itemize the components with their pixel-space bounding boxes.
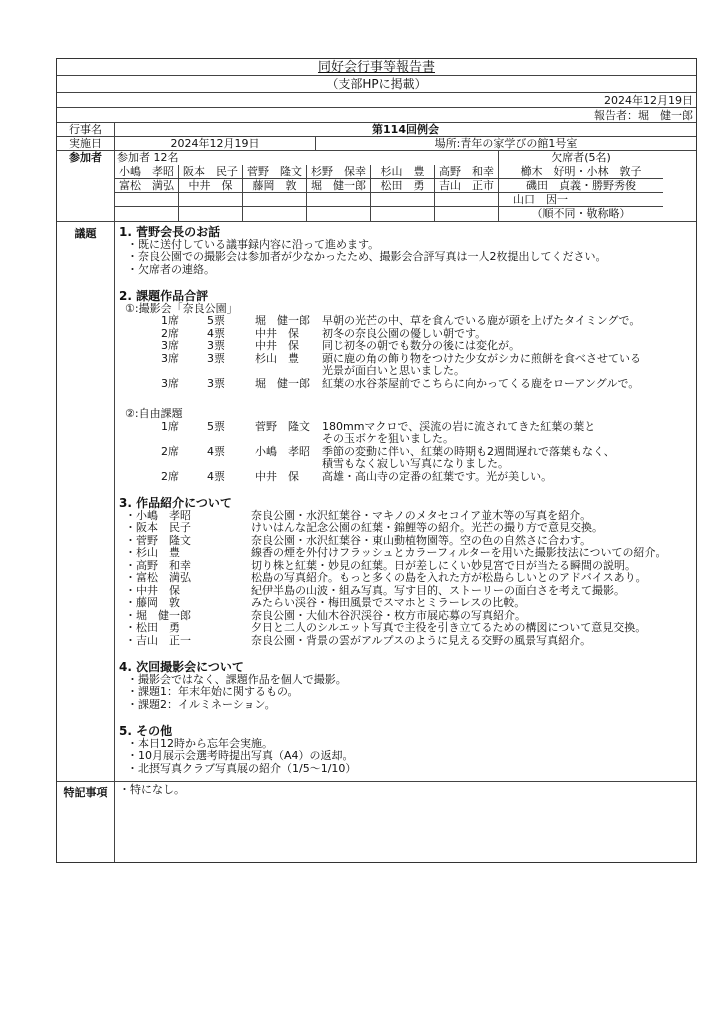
participant-name: 松田 勇: [371, 179, 435, 193]
member-name: ・杉山 豊: [125, 546, 180, 559]
intro-entry: [119, 547, 692, 560]
agenda-bullet: ・10月展示会選考時提出写真（A4）の返却。: [127, 749, 354, 762]
comment-line: 光景が面白いと思いました。: [322, 364, 465, 377]
doc-subtitle: （支部HPに掲載）: [326, 77, 427, 91]
absent-header: 欠席者(5名): [551, 151, 611, 164]
agenda-section-heading: 5. その他: [119, 724, 173, 738]
empty-cell: [243, 193, 307, 207]
member-name: ・高野 和幸: [125, 558, 191, 572]
participants-label: 参加者: [57, 151, 115, 221]
comment-line: 頭に鹿の角の飾り物をつけた少女がシカに煎餅を食べさせている: [322, 351, 641, 365]
empty-cell: [435, 193, 499, 207]
agenda-section-heading: 4. 次回撮影会について: [119, 660, 244, 674]
intro-comment: 夕日と二人のシルエット写真で主役を引き立てるための構図について意見交換。: [251, 621, 647, 634]
agenda-bullet: ・撮影会ではなく、課題作品を個人で撮影。: [127, 672, 347, 686]
comment-line: 180mmマクロで、渓流の岩に流されてきた紅葉の葉と: [322, 419, 596, 433]
comment-line: 季節の変動に伴い、紅葉の時期も2週間遅れで落葉もなく、: [322, 444, 615, 458]
event-name-label: 行事名: [57, 123, 115, 136]
comment: 紅葉の水谷茶屋前でこちらに向かってくる鹿をローアングルで。: [322, 376, 640, 390]
event-date: 2024年12月19日: [115, 137, 316, 150]
member-name: ・小嶋 孝昭: [125, 508, 191, 522]
member-name: ・堀 健一郎: [125, 608, 191, 622]
participant-name: 阪本 民子: [179, 165, 243, 179]
participant-name: 富松 満弘: [115, 179, 179, 193]
intro-comment: 奈良公園・背景の雲がアルプスのように見える交野の風景写真紹介。: [251, 633, 592, 647]
agenda-bullet: ・課題1：年末年始に関するもの。: [127, 685, 299, 698]
votes: 4票: [207, 469, 225, 483]
member-name: ・菅野 隆文: [125, 533, 191, 547]
critique-entry: [119, 378, 692, 391]
agenda-body: [115, 222, 696, 781]
seat: 2席: [161, 444, 179, 458]
agenda-row: [57, 222, 696, 782]
event-name: 第114回例会: [372, 123, 439, 136]
agenda-bullet: ・欠席者の連絡。: [127, 262, 215, 276]
empty-cell: [307, 193, 371, 207]
empty-cell: [179, 193, 243, 207]
participant-name: 杉野 保幸: [307, 165, 371, 179]
event-date-row: [57, 137, 696, 151]
critique-group-title: ①:撮影会「奈良公園」: [125, 301, 238, 315]
report-date: 2024年12月19日: [604, 94, 693, 107]
remarks-label: 特記事項: [57, 782, 115, 862]
votes: 3票: [207, 339, 225, 352]
empty-cell: [371, 207, 435, 221]
comment-line: その玉ボケを狙いました。: [322, 432, 454, 445]
comment: 高雄・高山寺の定番の紅葉です。光が美しい。: [322, 469, 553, 483]
intro-entry: [119, 572, 692, 585]
photographer: 中井 保: [255, 469, 299, 483]
intro-comment: 奈良公園・水沢紅葉谷・マキノのメタセコイア並木等の写真を紹介。: [251, 508, 592, 522]
agenda-section-heading: 1. 菅野会長のお話: [119, 225, 221, 239]
participant-name: 杉山 豊: [371, 165, 435, 179]
seat: 2席: [161, 326, 179, 340]
critique-entry: [119, 446, 692, 471]
critique-entry: [119, 315, 692, 328]
remarks-text: ・特になし。: [119, 783, 185, 796]
member-name: ・藤岡 敦: [125, 596, 180, 609]
member-name: ・吉山 正一: [125, 633, 191, 647]
doc-title: 同好会行事等報告書: [317, 60, 435, 75]
intro-entry: [119, 622, 692, 635]
reporter: 報告者：堀 健一郎: [594, 109, 693, 122]
photographer: 中井 保: [255, 339, 299, 352]
comment-line: 積雪もなく寂しい写真になりました。: [322, 457, 509, 470]
agenda-bullet: ・北摂写真クラブ写真展の紹介（1/5～1/10）: [127, 761, 357, 775]
intro-comment: 奈良公園・大仙木谷沢渓谷・枚方市展応募の写真紹介。: [251, 608, 526, 622]
event-name-row: [57, 123, 696, 137]
empty-cell: [115, 207, 179, 221]
critique-entry: [119, 471, 692, 484]
intro-comment: 紀伊半島の山波・組み写真。写す目的、ストーリーの面白さを考えて撮影。: [251, 583, 625, 597]
empty-cell: [435, 207, 499, 221]
empty-cell: [115, 193, 179, 207]
participant-name: 中井 保: [179, 179, 243, 193]
votes: 3票: [207, 376, 225, 390]
reporter-row: [57, 108, 696, 123]
critique-entry: [119, 353, 692, 378]
member-name: ・阪本 民子: [125, 521, 191, 534]
comment: 同じ初冬の朝でも数分の後には変化が。: [322, 339, 520, 352]
empty-cell: [371, 193, 435, 207]
intro-comment: けいはんな記念公園の紅葉・錦鯉等の紹介。光芒の撮り方で意見交換。: [251, 521, 603, 534]
empty-cell: [179, 207, 243, 221]
participant-count: 参加者 12名: [115, 151, 499, 165]
intro-entry: [119, 522, 692, 535]
absent-names: 櫛木 好明・小林 敦子: [499, 165, 663, 179]
participants-row: [57, 151, 696, 222]
comment: [322, 421, 692, 446]
empty-cell: [307, 207, 371, 221]
agenda-label: 議題: [57, 222, 115, 781]
participants-table: [115, 151, 696, 221]
seat: 2席: [161, 469, 179, 483]
agenda-bullet: ・既に送付している議事録内容に沿って進めます。: [127, 237, 380, 251]
agenda-bullet: ・奈良公園での撮影会は参加者が少なかったため、撮影会合評写真は一人2枚提出してください。: [127, 250, 607, 263]
comment: 初冬の奈良公園の優しい朝です。: [322, 326, 487, 340]
votes: 4票: [207, 326, 225, 340]
intro-entry: [119, 597, 692, 610]
photographer: 小嶋 孝昭: [255, 444, 310, 458]
seat: 3席: [161, 351, 179, 365]
votes: 5票: [207, 314, 225, 327]
participant-name: 吉山 正市: [435, 179, 499, 193]
participant-name: 高野 和幸: [435, 165, 499, 179]
photographer: 杉山 豊: [255, 351, 299, 365]
seat: 3席: [161, 339, 179, 352]
event-date-label: 実施日: [57, 137, 115, 150]
agenda-section-heading: 2. 課題作品合評: [119, 289, 209, 303]
seat: 1席: [161, 419, 179, 433]
report-document: [56, 58, 697, 863]
agenda-bullet: ・本日12時から忘年会実施。: [127, 736, 273, 750]
absent-names: 山口 因一: [499, 193, 663, 207]
intro-comment: 奈良公園・水沢紅葉谷・東山動植物園等。空の色の自然さに合わす。: [251, 533, 592, 547]
photographer: 堀 健一郎: [255, 376, 310, 390]
photographer: 菅野 隆文: [255, 419, 310, 433]
votes: 5票: [207, 419, 225, 433]
photographer: 中井 保: [255, 326, 299, 340]
comment: [322, 446, 692, 471]
event-place: 場所:青年の家学びの館1号室: [434, 137, 578, 150]
participant-name: 藤岡 敦: [243, 179, 307, 193]
doc-title-row: [57, 59, 696, 76]
member-name: ・松田 勇: [125, 621, 180, 634]
remarks-row: [57, 782, 696, 862]
agenda-bullet: ・課題2：イルミネーション。: [127, 697, 276, 711]
comment: 早朝の光芒の中、草を食んでいる鹿が頭を上げたタイミングで。: [322, 314, 641, 327]
comment: [322, 353, 692, 378]
intro-comment: みたらい渓谷・梅田風景でスマホとミラーレスの比較。: [251, 596, 526, 609]
critique-entry: [119, 340, 692, 353]
intro-comment: 切り株と紅葉・妙見の紅葉。日が差しにくい妙見宮で日が当たる瞬間の説明。: [251, 558, 636, 572]
votes: 4票: [207, 444, 225, 458]
intro-entry: [119, 635, 692, 648]
absent-note: （順不同・敬称略）: [531, 207, 631, 220]
member-name: ・富松 満弘: [125, 571, 191, 584]
intro-comment: 線香の煙を外付けフラッシュとカラーフィルターを用いた撮影技法についての紹介。: [251, 546, 667, 559]
seat: 3席: [161, 376, 179, 390]
agenda-section-heading: 3. 作品紹介について: [119, 496, 232, 510]
intro-comment: 松島の写真紹介。もっと多くの島を入れた方が松島らしいとのアドバイスあり。: [251, 571, 647, 584]
participant-name: 菅野 隆文: [243, 165, 307, 179]
seat: 1席: [161, 314, 179, 327]
absent-names: 磯田 貞義・勝野秀俊: [499, 179, 663, 193]
empty-cell: [243, 207, 307, 221]
participant-name: 小嶋 孝昭: [115, 165, 179, 179]
photographer: 堀 健一郎: [255, 314, 310, 327]
report-date-row: [57, 93, 696, 108]
doc-subtitle-row: [57, 76, 696, 93]
critique-entry: [119, 421, 692, 446]
participant-name: 堀 健一郎: [307, 179, 371, 193]
critique-group-title: ②:自由課題: [125, 407, 183, 420]
member-name: ・中井 保: [125, 583, 180, 597]
votes: 3票: [207, 351, 225, 365]
